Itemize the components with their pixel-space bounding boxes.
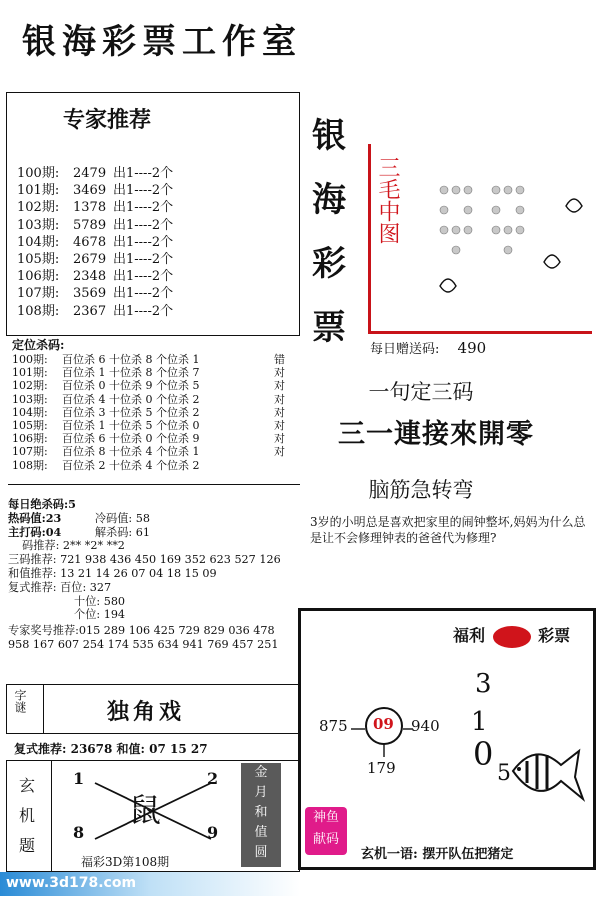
mystic-bottom: 福彩3D第108期: [81, 855, 170, 869]
main-value: 主打码:04: [8, 524, 62, 539]
kill-row: [12, 459, 300, 472]
hot-value: 热码值:23: [8, 510, 62, 525]
expert-nums: 2479: [73, 166, 107, 181]
expert-nums: 3569: [73, 286, 107, 302]
digit-a: 3: [475, 669, 492, 699]
solve-value: 解杀码: 61: [94, 525, 150, 539]
expert-result: 出1----2个: [113, 286, 174, 302]
daily-gift: [370, 338, 486, 357]
badge-line: 神鱼: [312, 810, 339, 825]
kill-issue: 108期:: [12, 458, 48, 472]
riddle-panel: [306, 468, 596, 588]
kill-text: 百位杀 6 十位杀 0 个位杀 9: [62, 432, 200, 446]
kill-text: 百位杀 1 十位杀 5 个位杀 0: [62, 419, 200, 433]
word-riddle-divider: [43, 685, 44, 733]
expert-row: [17, 199, 173, 216]
lottery-brand-left: 福利: [453, 626, 486, 645]
expert-result: 出1----2个: [113, 217, 174, 233]
daily-kill: 每日绝杀码:5: [8, 497, 76, 511]
expert-prize-1: 专家奖号推荐:015 289 106 425 729 829 036 478: [8, 624, 275, 638]
position-kill-title: 定位杀码:: [12, 338, 65, 352]
mystic-badge: [305, 807, 347, 855]
word-riddle-label: 字谜: [13, 689, 27, 713]
solo-title: 独角戏: [107, 699, 186, 725]
mystic-label-char: 玄: [19, 776, 36, 795]
kill-mark: 对: [274, 445, 285, 459]
position-kill-rows: [12, 353, 300, 472]
brand-char: 彩: [312, 244, 346, 284]
expert-row: [17, 234, 173, 251]
compound-shi: 十位: 580: [74, 594, 126, 608]
expert-nums: 2348: [73, 269, 107, 285]
kill-text: 百位杀 2 十位杀 4 个位杀 2: [62, 458, 200, 472]
position-kill-panel: [8, 336, 300, 485]
expert-nums: 5789: [73, 217, 107, 233]
brand-panel: [306, 100, 596, 362]
num-left: 875: [319, 717, 348, 735]
one-sentence-title: 一句定三码: [368, 380, 474, 404]
riddle-text: 3岁的小明总是喜欢把家里的闹钟整坏,妈妈为什么总是让不会修理钟表的爸爸代为修理?: [310, 515, 586, 545]
expert-rows: [17, 165, 173, 320]
kill-text: 百位杀 8 十位杀 4 个位杀 1: [62, 445, 200, 459]
mystic-center: 鼠: [129, 791, 162, 829]
footer-url[interactable]: www.3d178.com: [6, 875, 137, 891]
kill-issue: 104期:: [12, 405, 48, 419]
corner-bl: 8: [73, 823, 85, 842]
expert-prize-2: 958 167 607 254 174 535 634 941 769 457 251: [8, 637, 279, 651]
kill-mark: 对: [274, 392, 285, 406]
digit-c: 0: [473, 735, 494, 773]
side-char: 月: [254, 785, 268, 800]
mystic-label-char: 题: [19, 836, 36, 855]
expert-result: 出1----2个: [113, 269, 174, 285]
kill-row: [12, 379, 300, 392]
expert-nums: 1378: [73, 200, 107, 216]
brand-char: 票: [312, 308, 346, 348]
kill-mark: 错: [274, 353, 285, 366]
lottery-brand-right: 彩票: [538, 626, 571, 645]
kill-mark: 对: [274, 366, 285, 380]
compound-line: 复式推荐: 23678 和值: 07 15 27: [14, 742, 208, 756]
digit-b: 1: [471, 707, 488, 737]
kill-row: [12, 366, 300, 379]
word-riddle-panel: [6, 684, 300, 734]
expert-issue: 105期:: [17, 252, 60, 268]
page-title: 银海彩票工作室: [22, 22, 302, 62]
mystic-label-char: 机: [19, 806, 36, 825]
kill-row: [12, 432, 300, 445]
brand-vertical: [312, 104, 356, 360]
side-char: 圆: [254, 845, 268, 860]
num-right: 940: [411, 717, 440, 735]
riddle-title: 脑筋急转弯: [368, 478, 474, 502]
kill-row: [12, 353, 300, 366]
expert-row: [17, 217, 173, 234]
kill-issue: 106期:: [12, 432, 48, 446]
expert-result: 出1----2个: [113, 183, 174, 199]
mystic-panel: [6, 760, 300, 872]
compound-bai: 复式推荐: 百位: 327: [8, 580, 112, 594]
expert-nums: 4678: [73, 234, 107, 250]
lottery-panel: [298, 608, 596, 870]
kill-issue: 101期:: [12, 366, 48, 380]
expert-issue: 107期:: [17, 286, 60, 302]
num-bottom: 179: [367, 759, 396, 777]
kill-mark: 对: [274, 432, 285, 446]
kill-row: [12, 445, 300, 458]
kill-issue: 107期:: [12, 445, 48, 459]
badge-line: 献码: [312, 832, 339, 847]
expert-result: 出1----2个: [113, 234, 174, 250]
brand-char: 海: [312, 180, 346, 220]
kill-mark: 对: [274, 419, 285, 433]
flower-pattern-icon: [426, 170, 596, 310]
expert-row: [17, 251, 173, 268]
code-recommend: 码推荐: 2** *2* **2: [22, 539, 125, 553]
stats-panel: [8, 498, 300, 680]
kill-mark: 对: [274, 379, 285, 393]
side-char: 和: [254, 805, 268, 820]
one-sentence-panel: [306, 368, 596, 458]
kill-issue: 100期:: [12, 353, 48, 366]
corner-br: 9: [207, 823, 219, 842]
lottery-brand: [453, 623, 570, 648]
expert-row: [17, 165, 173, 182]
num-center: 09: [373, 715, 394, 733]
kill-text: 百位杀 1 十位杀 8 个位杀 7: [62, 366, 200, 380]
expert-result: 出1----2个: [113, 303, 174, 319]
expert-issue: 102期:: [17, 200, 60, 216]
kill-mark: 对: [274, 405, 285, 419]
expert-result: 出1----2个: [113, 252, 174, 268]
expert-row: [17, 285, 173, 302]
cold-value: 冷码值: 58: [94, 511, 150, 525]
mystic-side-strip: [241, 763, 281, 867]
expert-nums: 2367: [73, 303, 107, 319]
kill-issue: 105期:: [12, 419, 48, 433]
kill-row: [12, 406, 300, 419]
connector-lines-icon: [351, 723, 421, 763]
expert-recommend-panel: [6, 92, 300, 336]
expert-title: 专家推荐: [62, 107, 151, 133]
mystic-divider: [51, 761, 52, 871]
side-char: 金: [254, 765, 268, 780]
expert-issue: 108期:: [17, 303, 60, 319]
lottery-logo-icon: [493, 626, 531, 648]
mystic-label: [19, 771, 35, 861]
expert-row: [17, 268, 173, 285]
compound-ge: 个位: 194: [74, 608, 126, 622]
angelfish-icon: [505, 721, 585, 811]
kill-row: [12, 393, 300, 406]
kill-issue: 102期:: [12, 379, 48, 393]
kill-text: 百位杀 6 十位杀 8 个位杀 1: [62, 353, 200, 366]
kill-issue: 103期:: [12, 392, 48, 406]
three-code: 三码推荐: 721 938 436 450 169 352 623 527 126: [8, 553, 281, 567]
expert-result: 出1----2个: [113, 200, 174, 216]
kill-row: [12, 419, 300, 432]
kill-text: 百位杀 3 十位杀 5 个位杀 2: [62, 405, 200, 419]
expert-issue: 100期:: [17, 166, 60, 181]
expert-nums: 3469: [73, 183, 107, 199]
main-solve-row: [8, 526, 300, 540]
corner-tr: 2: [207, 769, 219, 788]
sanmao-label: 三毛中图: [375, 156, 400, 244]
brand-char: 银: [312, 116, 346, 156]
expert-issue: 103期:: [17, 217, 60, 233]
one-sentence-phrase: 三一連接來開零: [338, 419, 534, 450]
expert-row: [17, 182, 173, 199]
kill-text: 百位杀 0 十位杀 9 个位杀 5: [62, 379, 200, 393]
expert-issue: 106期:: [17, 269, 60, 285]
expert-issue: 104期:: [17, 234, 60, 250]
corner-tl: 1: [73, 769, 85, 788]
sum-value: 和值推荐: 13 21 14 26 07 04 18 15 09: [8, 566, 217, 580]
hot-cold-row: [8, 512, 300, 526]
mystic-phrase: 玄机一语: 摆开队伍把猪定: [361, 847, 514, 862]
expert-nums: 2679: [73, 252, 107, 268]
daily-gift-label: 每日赠送码:: [370, 342, 440, 357]
digit-d: 5: [497, 761, 511, 786]
expert-result: 出1----2个: [113, 166, 174, 181]
expert-issue: 101期:: [17, 183, 60, 199]
expert-row: [17, 303, 173, 320]
kill-text: 百位杀 4 十位杀 0 个位杀 2: [62, 392, 200, 406]
daily-gift-value: 490: [457, 339, 487, 357]
side-char: 值: [254, 825, 268, 840]
